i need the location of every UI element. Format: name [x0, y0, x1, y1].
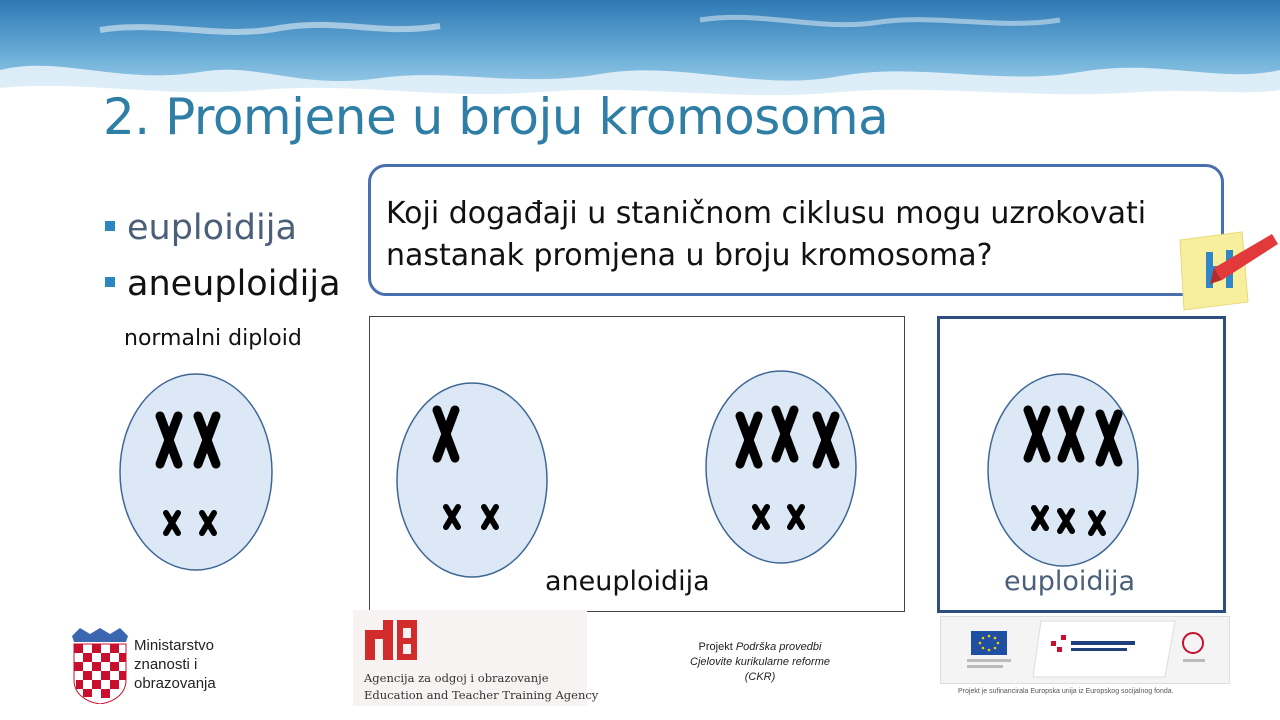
agency-name-hr: Agencija za odgoj i obrazovanje	[364, 671, 549, 685]
question-text: Koji događaji u staničnom ciklusu mogu uzrokovati nastanak promjena u broju kromosoma?	[386, 196, 1147, 273]
slide-title: 2. Promjene u broju kromosoma	[103, 88, 889, 146]
eu-flag-icon	[941, 617, 1229, 683]
euploidy-caption: euploidija	[1004, 566, 1136, 597]
agency-text	[364, 670, 598, 704]
project-name-1: Podrška provedbi	[735, 641, 822, 653]
ministry-name	[134, 636, 216, 693]
agency-name-en: Education and Teacher Training Agency	[364, 688, 599, 702]
eu-caption: Projekt je sufinancirala Europska unija iz Europskog socijalnog fonda.	[958, 688, 1174, 695]
project-acronym: (CKR)	[744, 671, 776, 683]
agency-logo-icon	[363, 616, 423, 662]
cell-normal-diploid	[120, 374, 272, 570]
normal-diploid-label: normalni diploid	[124, 326, 302, 351]
bullet-text: aneuploidija	[127, 264, 341, 304]
cell-triploid	[988, 374, 1138, 566]
cell-monosomy	[397, 383, 547, 577]
aneuploidy-caption: aneuploidija	[545, 566, 710, 597]
ministry-line: Ministarstvo	[134, 637, 215, 654]
ministry-line: obrazovanja	[134, 675, 216, 692]
bullet-text: euploidija	[127, 208, 297, 248]
project-name-2: Cjelovite kurikularne reforme	[690, 656, 830, 668]
eu-logos-strip	[940, 616, 1230, 684]
ministry-line: znanosti i	[134, 656, 198, 673]
project-info	[676, 640, 844, 685]
project-label: Projekt	[698, 641, 733, 653]
